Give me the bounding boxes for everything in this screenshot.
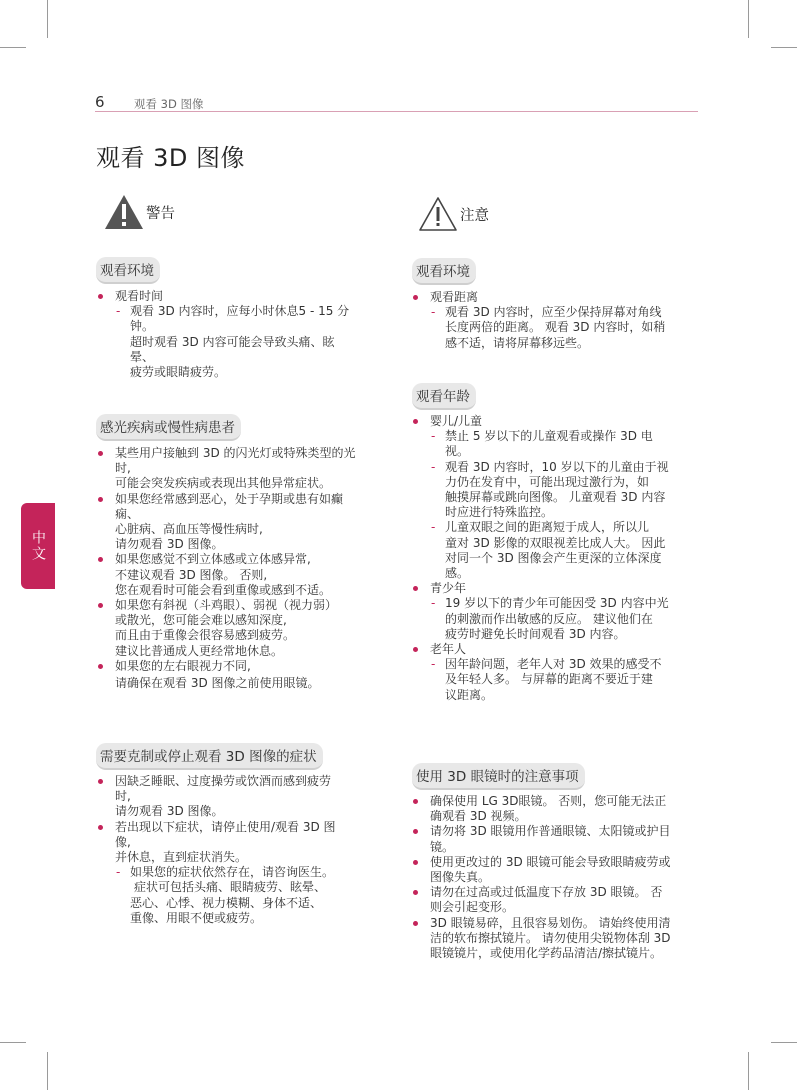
text-line: 或散光，您可能会难以感知深度, bbox=[115, 613, 287, 628]
crop-mark bbox=[47, 1052, 48, 1090]
bullet-item: 青少年 bbox=[411, 581, 701, 596]
sub-item: - 观看 3D 内容时，应至少保持屏幕对角线 bbox=[411, 305, 701, 320]
sub-item: - 如果您的症状依然存在，请咨询医生。 bbox=[96, 865, 386, 880]
sub-item: - 观看 3D 内容时，10 岁以下的儿童由于视 bbox=[411, 460, 701, 475]
bullet-item: 如果您感觉不到立体感或立体感异常, bbox=[96, 552, 386, 567]
warning-header bbox=[104, 194, 175, 230]
text-line: 时, bbox=[115, 789, 131, 804]
language-tab bbox=[21, 503, 55, 589]
bullet-item: 请勿将 3D 眼镜用作普通眼镜、太阳镜或护目 bbox=[411, 824, 703, 839]
text-line: 眼镜镜片，或使用化学药品清洁/擦拭镜片。 bbox=[430, 946, 663, 961]
bullet-item: 如果您有斜视（斗鸡眼）、弱视（视力弱） bbox=[96, 598, 386, 613]
crop-mark bbox=[748, 0, 749, 38]
text-line: 建议比普通成人更经常地休息。 bbox=[115, 643, 284, 658]
section-body-viewing-environment bbox=[96, 289, 386, 380]
section-heading: 观看环境 bbox=[96, 257, 160, 284]
text-line: 的刺激而作出敏感的反应。 建议他们在 bbox=[445, 611, 653, 626]
crop-mark bbox=[0, 1042, 26, 1043]
text-line: 则会引起变形。 bbox=[430, 900, 515, 915]
text-line: 时应进行特殊监控。 bbox=[445, 505, 554, 520]
caution-header bbox=[418, 196, 489, 232]
text-line: 超时观看 3D 内容可能会导致头痛、眩 bbox=[130, 334, 335, 349]
bullet-item: 3D 眼镜易碎，且很容易划伤。 请始终使用清 bbox=[411, 916, 703, 931]
text-line: 可能会突发疾病或表现出其他异常症状。 bbox=[115, 476, 332, 491]
sub-item: - 禁止 5 岁以下的儿童观看或操作 3D 电 bbox=[411, 429, 701, 444]
header-divider bbox=[95, 111, 698, 112]
section-body-photosensitive bbox=[96, 446, 386, 691]
bullet-item: 观看时间 bbox=[96, 289, 386, 304]
text-line: 力仍在发育中，可能出现过激行为，如 bbox=[445, 474, 650, 489]
text-line: 洁的软布擦拭镜片。 请勿使用尖锐物体刮 3D bbox=[430, 930, 671, 945]
bullet-item: 观看距离 bbox=[411, 290, 701, 305]
text-line: 对同一个 3D 图像会产生更深的立体深度 bbox=[445, 550, 662, 565]
bullet-item: 老年人 bbox=[411, 642, 701, 657]
bullet-item: 如果您经常感到恶心，处于孕期或患有如癫 bbox=[96, 492, 386, 507]
bullet-item: 如果您的左右眼视力不同, bbox=[96, 659, 386, 674]
warning-label: 警告 bbox=[146, 205, 175, 222]
section-heading: 使用 3D 眼镜时的注意事项 bbox=[412, 763, 585, 790]
crop-mark bbox=[47, 0, 48, 38]
text-line: 触摸屏幕或跳向图像。 儿童观看 3D 内容 bbox=[445, 490, 666, 505]
text-line: 并休息，直到症状消失。 bbox=[115, 850, 248, 865]
section-body-viewing-distance bbox=[411, 290, 701, 351]
text-line: 重像、用眼不便或疲劳。 bbox=[130, 910, 263, 925]
crop-mark bbox=[748, 1052, 749, 1090]
text-line: 恶心、心悸、视力模糊、身体不适、 bbox=[130, 895, 323, 910]
text-line: 请勿观看 3D 图像。 bbox=[115, 537, 224, 552]
section-heading: 感光疾病或慢性病患者 bbox=[96, 414, 241, 441]
text-line: 镜。 bbox=[430, 839, 455, 854]
text-line: 而且由于重像会很容易感到疲劳。 bbox=[115, 628, 296, 643]
text-line: 视。 bbox=[445, 444, 470, 459]
text-line: 钟。 bbox=[130, 319, 155, 334]
text-line: 晕、 bbox=[130, 349, 155, 364]
bullet-item: 若出现以下症状，请停止使用/观看 3D 图 bbox=[96, 820, 386, 835]
text-line: 童对 3D 影像的双眼视差比成人大。 因此 bbox=[445, 535, 666, 550]
sub-item: - 观看 3D 内容时，应每小时休息5 - 15 分 bbox=[96, 304, 386, 319]
crop-mark bbox=[771, 1042, 797, 1043]
text-line: 像, bbox=[115, 834, 131, 849]
language-tab-label: 中文 bbox=[30, 530, 46, 562]
crop-mark bbox=[0, 47, 26, 48]
warning-icon bbox=[104, 194, 144, 230]
section-heading: 观看年龄 bbox=[412, 383, 476, 410]
text-line: 痫、 bbox=[115, 506, 140, 521]
text-line: 请勿观看 3D 图像。 bbox=[115, 804, 224, 819]
text-line: 长度两倍的距离。 观看 3D 内容时，如稍 bbox=[445, 320, 666, 335]
text-line: 确观看 3D 视频。 bbox=[430, 809, 527, 824]
text-line: 心脏病、高血压等慢性病时, bbox=[115, 522, 263, 537]
sub-item: - 19 岁以下的青少年可能因受 3D 内容中光 bbox=[411, 596, 701, 611]
text-line: 议距离。 bbox=[445, 687, 494, 702]
crop-mark bbox=[771, 47, 797, 48]
section-body-viewing-age bbox=[411, 414, 701, 703]
text-line: 时, bbox=[115, 461, 131, 476]
sub-item: - 儿童双眼之间的距离短于成人，所以儿 bbox=[411, 520, 701, 535]
caution-label: 注意 bbox=[460, 207, 489, 224]
bullet-item: 因缺乏睡眠、过度操劳或饮酒而感到疲劳 bbox=[96, 774, 386, 789]
sub-item: - 因年龄问题，老年人对 3D 效果的感受不 bbox=[411, 657, 701, 672]
bullet-item: 确保使用 LG 3D眼镜。 否则，您可能无法正 bbox=[411, 794, 703, 809]
page-number: 6 bbox=[95, 93, 105, 111]
bullet-item: 请勿在过高或过低温度下存放 3D 眼镜。 否 bbox=[411, 885, 703, 900]
section-body-symptoms bbox=[96, 774, 386, 926]
header-section-label: 观看 3D 图像 bbox=[134, 97, 204, 111]
bullet-item: 使用更改过的 3D 眼镜可能会导致眼睛疲劳或 bbox=[411, 855, 703, 870]
text-line: 您在观看时可能会看到重像或感到不适。 bbox=[115, 582, 332, 597]
text-line: 不建议观看 3D 图像。 否则, bbox=[115, 567, 268, 582]
text-line: 图像失真。 bbox=[430, 870, 491, 885]
text-line: 疲劳时避免长时间观看 3D 内容。 bbox=[445, 626, 626, 641]
text-line: 疲劳或眼睛疲劳。 bbox=[130, 365, 227, 380]
section-heading: 需要克制或停止观看 3D 图像的症状 bbox=[96, 743, 323, 770]
text-line: 感不适，请将屏幕移远些。 bbox=[445, 335, 590, 350]
bullet-item: 婴儿/儿童 bbox=[411, 414, 701, 429]
text-line: 感。 bbox=[445, 566, 470, 581]
section-body-3d-glasses bbox=[411, 794, 703, 961]
text-line: 请确保在观看 3D 图像之前使用眼镜。 bbox=[115, 676, 320, 691]
caution-icon bbox=[418, 196, 458, 232]
section-heading: 观看环境 bbox=[412, 258, 476, 285]
text-line: 症状可包括头痛、眼睛疲劳、眩晕、 bbox=[134, 880, 327, 895]
page-title: 观看 3D 图像 bbox=[96, 144, 246, 172]
bullet-item: 某些用户接触到 3D 的闪光灯或特殊类型的光 bbox=[96, 446, 386, 461]
text-line: 及年轻人多。 与屏幕的距离不要近于建 bbox=[445, 672, 653, 687]
